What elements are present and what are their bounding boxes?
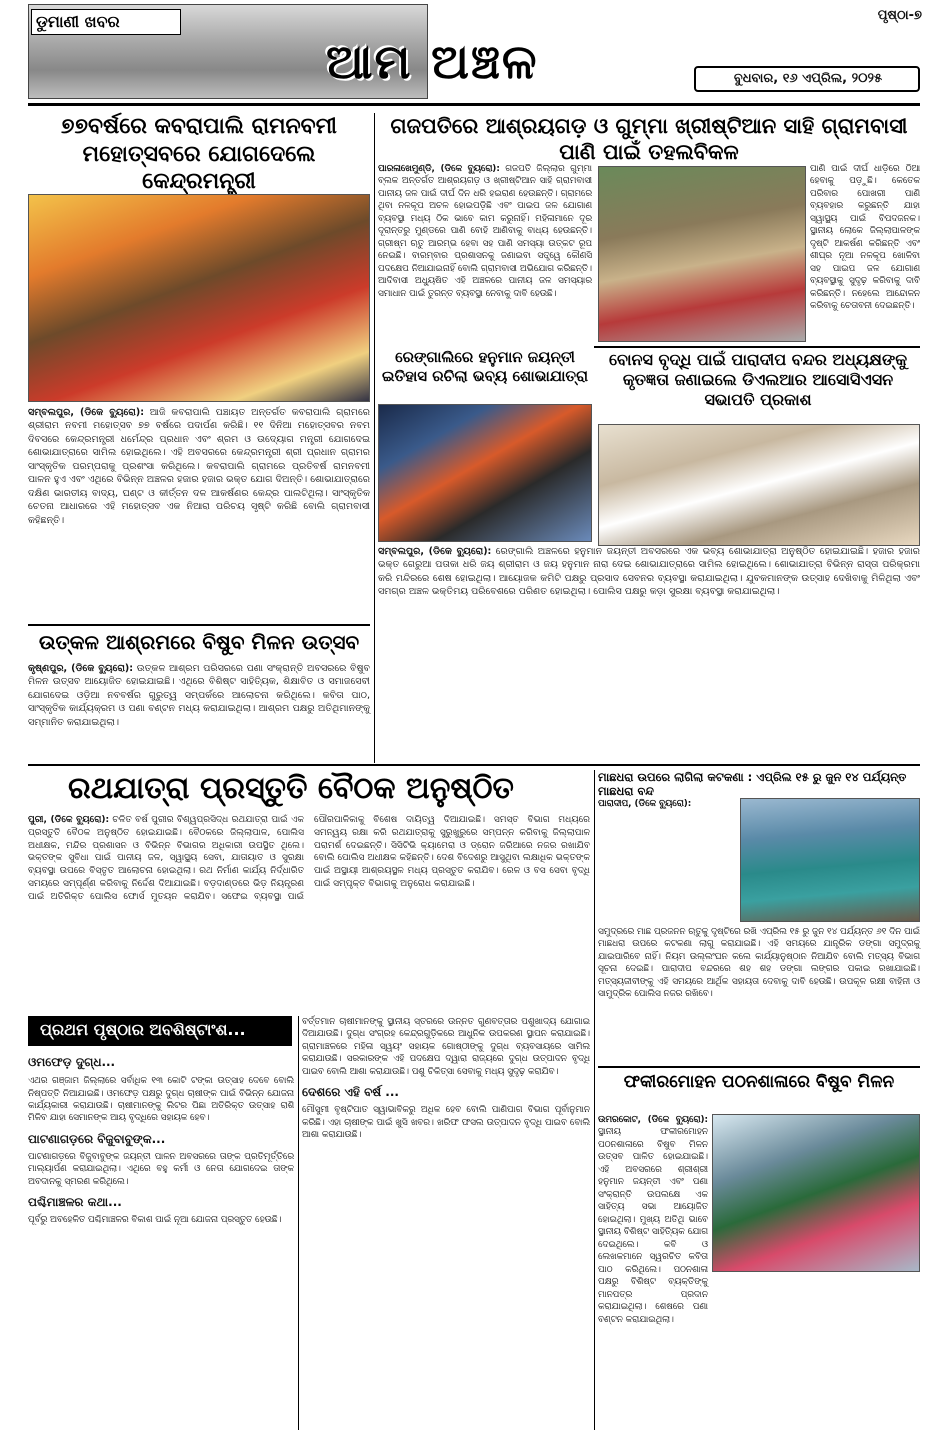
- story6-text: ଚଳିତ ବର୍ଷ ପୁରୀର ବିଶ୍ୱପ୍ରସିଦ୍ଧ ରଥଯାତ୍ରା ପାଇଁ ଏକ ପ୍ରସ୍ତୁତି ବୈଠକ ଅନୁଷ୍ଠିତ ହୋଇଯାଇଛି। ବୈଠକରେ ଜିଲ୍ଲାପାଳ, ପୋଲିସ ଅଧୀକ୍ଷକ, ମନ୍ଦିର ପ୍ରଶାସନ ଓ ବିଭିନ୍ନ ବିଭାଗର ଅଧିକାରୀ ଉପସ୍ଥିତ ଥିଲେ। ଭକ୍ତଙ୍କ ସୁବିଧା ପାଇଁ ପାନୀୟ ଜଳ, ସ୍ୱାସ୍ଥ୍ୟ ସେବା, ଯାତାୟାତ ଓ ସୁରକ୍ଷା ବ୍ୟବସ୍ଥା ଉପରେ ବିସ୍ତୃତ ଆଲୋଚନା ହୋଇଥିଲା। ରଥ ନିର୍ମାଣ କାର୍ଯ୍ୟ ନିର୍ଦ୍ଧାରିତ ସମୟରେ ସମ୍ପୂର୍ଣ୍ଣ କରିବାକୁ ନିର୍ଦ୍ଦେଶ ଦିଆଯାଇଛି। ବଡ଼ଦାଣ୍ଡରେ ଭିଡ଼ ନିୟନ୍ତ୍ରଣ ପାଇଁ ଅତିରିକ୍ତ ପୋଲିସ ଫୋର୍ସ ମୁତୟନ କରାଯିବ। ସଫେଇ ବ୍ୟବସ୍ଥା ପାଇଁ ପୌରପାଳିକାକୁ ବିଶେଷ ଦାୟିତ୍ୱ ଦିଆଯାଇଛି। ସମସ୍ତ ବିଭାଗ ମଧ୍ୟରେ ସମନ୍ୱୟ ରକ୍ଷା କରି ରଥଯାତ୍ରାକୁ ସୁରୁଖୁରୁରେ ସମ୍ପନ୍ନ କରିବାକୁ ଜିଲ୍ଲାପାଳ ପରାମର୍ଶ ଦେଇଛନ୍ତି। ସିସିଟିଭି କ୍ୟାମେରା ଓ ଡ୍ରୋନ ଜରିଆରେ ନଜର ରଖାଯିବ ବୋଲି ପୋଲିସ ଅଧୀକ୍ଷକ କହିଛନ୍ତି। ଦେଶ ବିଦେଶରୁ ଆସୁଥିବା ଲକ୍ଷାଧିକ ଭକ୍ତଙ୍କ ପାଇଁ ଅସ୍ଥାୟୀ ଆଶ୍ରୟସ୍ଥଳ ମଧ୍ୟ ପ୍ରସ୍ତୁତ କରାଯିବ। ରେଳ ଓ ବସ ସେବା ବୃଦ୍ଧି ପାଇଁ ସମ୍ପୃକ୍ତ ବିଭାଗକୁ ଅନୁରୋଧ କରାଯାଇଛି।: [28, 815, 590, 902]
- story7-headline: ମାଛଧରା ଉପରେ ଲାଗିଲା କଟକଣା : ଏପ୍ରିଲ ୧୫ ରୁ ଜୁନ ୧୪ ପର୍ଯ୍ୟନ୍ତ ମାଛଧରା ବନ୍ଦ: [598, 770, 907, 799]
- story8-sub1: ଓମଫେଡ଼ ଦୁଗ୍ଧ...: [28, 1055, 116, 1069]
- page-label: ପୃଷ୍ଠା-୭: [877, 8, 922, 23]
- story2-photo: [598, 166, 806, 342]
- section-title: ଆମ ଅଞ୍ଚଳ: [326, 34, 539, 90]
- story3-photo: [378, 404, 592, 542]
- story1-dateline: ସମ୍ବଲପୁର, (ଡିକେ ବ୍ୟୁରୋ):: [28, 407, 145, 418]
- story4-headline: ବୋନସ ବୃଦ୍ଧି ପାଇଁ ପାରାଦୀପ ବନ୍ଦର ଅଧ୍ୟକ୍ଷଙ୍କୁ କୃତଜ୍ଞତା ଜଣାଇଲେ ଡିଏଲଆର ଆସୋସିଏସନ ସଭାପତି ପ୍ରକାଶ: [608, 350, 908, 409]
- story3-text: ରେଙ୍ଗାଲି ଅଞ୍ଚଳରେ ହନୁମାନ ଜୟନ୍ତୀ ଅବସରରେ ଏକ ଭବ୍ୟ ଶୋଭାଯାତ୍ରା ଅନୁଷ୍ଠିତ ହୋଇଯାଇଛି। ହଜାର ହଜାର ଭକ୍ତ ଗେରୁଆ ପତାକା ଧରି ଜୟ ଶ୍ରୀରାମ ଓ ଜୟ ହନୁମାନ ନାରା ଦେଇ ଶୋଭାଯାତ୍ରାରେ ସାମିଲ ହୋଇଥିଲେ। ଶୋଭାଯାତ୍ରା ବିଭିନ୍ନ ରାସ୍ତା ପରିକ୍ରମା କରି ମନ୍ଦିରରେ ଶେଷ ହୋଇଥିଲା। ଆୟୋଜକ କମିଟି ପକ୍ଷରୁ ପ୍ରସାଦ ସେବନର ବ୍ୟବସ୍ଥା କରାଯାଇଥିଲା। ଯୁବକମାନଙ୍କ ଉତ୍ସାହ ଦେଖିବାକୁ ମିଳିଥିଲା ଏବଂ ସମଗ୍ର ଅଞ୍ଚଳ ଭକ୍ତିମୟ ପରିବେଶରେ ପରିଣତ ହୋଇଥିଲା। ପୋଲିସ ପକ୍ଷରୁ କଡ଼ା ସୁରକ୍ଷା ବ୍ୟବସ୍ଥା କରାଯାଇଥିଲା।: [378, 546, 920, 598]
- story7-intro: [598, 798, 732, 898]
- story6-headline: ରଥଯାତ୍ରା ପ୍ରସ୍ତୁତି ବୈଠକ ଅନୁଷ୍ଠିତ: [68, 771, 514, 806]
- story4-photo: [598, 424, 920, 546]
- masthead: [28, 4, 920, 99]
- story8-body1: ଏଥର ଗଞ୍ଜାମ ଜିଲ୍ଲାରେ ସର୍ବାଧିକ ୧୩ କୋଟି ଟଙ୍କା ଉତ୍ସାହ ଦେବେ ବୋଲି ନିଷ୍ପତ୍ତି ନିଆଯାଇଛି। ଓମଫେଡ଼ ପକ୍ଷରୁ ଦୁଗ୍ଧ ଚାଷୀଙ୍କ ପାଇଁ ବିଭିନ୍ନ ଯୋଜନା କାର୍ଯ୍ୟକାରୀ କରାଯାଉଛି। ଚାଷୀମାନଙ୍କୁ ଲିଟର ପିଛା ଅତିରିକ୍ତ ଉତ୍ସାହ ରାଶି ମିଳିବ ଯାହା ସେମାନଙ୍କ ଆୟ ବୃଦ୍ଧିରେ ସହାୟକ ହେବ।: [28, 1076, 294, 1124]
- story9-body: [598, 1114, 708, 1325]
- story2-text: ଗଜପତି ଜିଲ୍ଲାର ଗୁମ୍ମା ବ୍ଲକ ଅନ୍ତର୍ଗତ ଆଶ୍ରୟଗଡ଼ ଓ ଖ୍ରୀଷ୍ଟିଆନ ସାହି ଗ୍ରାମବାସୀ ପାନୀୟ ଜଳ ପାଇଁ ଦୀର୍ଘ ଦିନ ଧରି ହଇରାଣ ହେଉଛନ୍ତି। ଗ୍ରାମରେ ଥିବା ନଳକୂପ ଅଚଳ ହୋଇପଡ଼ିଛି ଏବଂ ପାଇପ ଜଳ ଯୋଗାଣ ବ୍ୟବସ୍ଥା ମଧ୍ୟ ଠିକ ଭାବେ କାମ କରୁନାହିଁ। ମହିଳାମାନେ ଦୂର ଦୂରାନ୍ତରୁ ମୁଣ୍ଡରେ ପାଣି ବୋହି ଆଣିବାକୁ ବାଧ୍ୟ ହେଉଛନ୍ତି। ଗ୍ରୀଷ୍ମ ଋତୁ ଆରମ୍ଭ ହେବା ସହ ପାଣି ସମସ୍ୟା ଉତ୍କଟ ରୂପ ନେଇଛି। ବାରମ୍ବାର ପ୍ରଶାସନକୁ ଜଣାଇବା ସତ୍ତ୍ୱେ କୌଣସି ପଦକ୍ଷେପ ନିଆଯାଇନାହିଁ ବୋଲି ଗ୍ରାମବାସୀ ଅଭିଯୋଗ କରିଛନ୍ତି। ଆଦିବାସୀ ଅଧ୍ୟୁଷିତ ଏହି ଅଞ୍ଚଳରେ ପାନୀୟ ଜଳ ସମସ୍ୟାର ସମାଧାନ ପାଇଁ ତୁରନ୍ତ ବ୍ୟବସ୍ଥା ନେବାକୁ ଦାବି ହେଉଛି।: [378, 164, 592, 299]
- story8-sub2: ପାଟଣାଗଡ଼ରେ ବିଜୁବାବୁଙ୍କ...: [28, 1131, 166, 1146]
- story1-text: ଆଜି କବରାପାଲି ପଞ୍ଚାୟତ ଅନ୍ତର୍ଗତ କବରାପାଲି ଗ୍ରାମରେ ଶ୍ରୀରାମ ନବମୀ ମହୋତ୍ସବ ୭୭ ବର୍ଷରେ ପଦାର୍ପଣ କରିଛି। ୧୧ ଦିନିଆ ମହୋତ୍ସବର ନବମ ଦିବସରେ କେନ୍ଦ୍ରମନ୍ତ୍ରୀ ଧର୍ମେନ୍ଦ୍ର ପ୍ରଧାନ ଏବଂ ଶ୍ରମ ଓ ଉଦ୍ୟୋଗ ମନ୍ତ୍ରୀ ଯୋଗଦେଇ ଶୋଭାଯାତ୍ରାରେ ସାମିଲ ହୋଇଥିଲେ। ଏହି ଅବସରରେ କେନ୍ଦ୍ରମନ୍ତ୍ରୀ ଶ୍ରୀ ପ୍ରଧାନ ଗ୍ରାମର ସାଂସ୍କୃତିକ ପରମ୍ପରାକୁ ପ୍ରଶଂସା କରିଥିଲେ। କବରାପାଲି ଗ୍ରାମରେ ପ୍ରତିବର୍ଷ ରାମନବମୀ ପାଳନ ହୁଏ ଏବଂ ଏଥିରେ ବିଭିନ୍ନ ଅଞ୍ଚଳର ହଜାର ହଜାର ଭକ୍ତ ଯୋଗ ଦିଅନ୍ତି। ଶୋଭାଯାତ୍ରାରେ ଦକ୍ଷିଣ ଭାରତୀୟ ବାଦ୍ୟ, ଘଣ୍ଟ ଓ କୀର୍ତ୍ତନ ଦଳ ଆକର୍ଷଣର କେନ୍ଦ୍ର ପାଲଟିଥିଲା। ସାଂସ୍କୃତିକ ଚେତନା ଆଧାରରେ ଏହି ମହୋତ୍ସବ ଏକ ନିଆରା ପରିଚୟ ସୃଷ୍ଟି କରିଛି ବୋଲି ଗ୍ରାମବାସୀ କହିଛନ୍ତି।: [28, 407, 370, 526]
- story3-dateline: ସମ୍ବଲପୁର, (ଡିକେ ବ୍ୟୁରୋ):: [378, 546, 492, 557]
- story8-col2: [302, 1016, 590, 1430]
- story7-rule: [598, 1066, 920, 1068]
- story8-col1: [28, 1050, 294, 1430]
- story1-body: [28, 406, 370, 621]
- masthead-rule: [28, 103, 920, 106]
- story8-body4: ମୌସୁମୀ ବୃଷ୍ଟିପାତ ସ୍ୱାଭାବିକରୁ ଅଧିକ ହେବ ବୋଲି ପାଣିପାଗ ବିଭାଗ ପୂର୍ବାନୁମାନ କରିଛି। ଏହା ଚାଷୀଙ୍କ ପାଇଁ ଖୁସି ଖବର। ଖରିଫ ଫସଲ ଉତ୍ପାଦନ ବୃଦ୍ଧି ପାଇବ ବୋଲି ଆଶା କରାଯାଉଛି।: [302, 1105, 590, 1141]
- story2-rule: [594, 346, 920, 348]
- story5-headline: ଉତ୍କଳ ଆଶ୍ରମରେ ବିଷୁବ ମିଳନ ଉତ୍ସବ: [38, 630, 360, 654]
- issue-date: ବୁଧବାର, ୧୬ ଏପ୍ରିଲ, ୨୦୨୫: [733, 71, 883, 86]
- story5-body: [28, 662, 370, 762]
- story8-col2-text: ବର୍ତ୍ତମାନ ଚାଷୀମାନଙ୍କୁ ସ୍ଥାନୀୟ ସ୍ତରରେ ଉନ୍ନତ ଗୁଣବତ୍ତାର ପଶୁଖାଦ୍ୟ ଯୋଗାଇ ଦିଆଯାଉଛି। ଦୁଗ୍ଧ ସଂଗ୍ରହ କେନ୍ଦ୍ରଗୁଡ଼ିକରେ ଆଧୁନିକ ଉପକରଣ ସ୍ଥାପନ କରାଯାଇଛି। ଗ୍ରାମାଞ୍ଚଳରେ ମହିଳା ସ୍ୱୟଂ ସହାୟକ ଗୋଷ୍ଠୀଙ୍କୁ ଦୁଗ୍ଧ ବ୍ୟବସାୟରେ ସାମିଲ କରାଯାଉଛି। ସରକାରଙ୍କ ଏହି ପଦକ୍ଷେପ ଦ୍ୱାରା ରାଜ୍ୟରେ ଦୁଗ୍ଧ ଉତ୍ପାଦନ ବୃଦ୍ଧି ପାଇବ ବୋଲି ଆଶା କରାଯାଉଛି। ପଶୁ ଚିକିତ୍ସା ସେବାକୁ ମଧ୍ୟ ସୁଦୃଢ଼ କରାଯିବ।: [302, 1017, 590, 1077]
- story8-body3: ପୂର୍ବରୁ ଅବହେଳିତ ପଶ୍ଚିମାଞ୍ଚଳର ବିକାଶ ପାଇଁ ନୂଆ ଯୋଜନା ପ୍ରସ୍ତୁତ ହେଉଛି।: [28, 1215, 282, 1226]
- story9-headline: ଫକୀରମୋହନ ପଠନଶାଳାରେ ବିଷୁବ ମିଳନ: [623, 1072, 895, 1092]
- brand-name: ଡୁମାଣୀ ଖବର: [36, 12, 120, 31]
- story1-photo: [28, 194, 370, 402]
- story7-photo: [740, 798, 920, 922]
- story8-sub3: ପଶ୍ଚିମାଞ୍ଚଳର କଥା...: [28, 1195, 122, 1210]
- story6-dateline: ପୁରୀ, (ଡିକେ ବ୍ୟୁରୋ):: [28, 815, 110, 825]
- col-rule-3: [298, 1016, 299, 1430]
- story2-body: [378, 163, 592, 343]
- story1-headline: ୭୭ବର୍ଷରେ କବରାପାଲି ରାମନବମୀ ମହୋତ୍ସବରେ ଯୋଗଦେଲେ କେନ୍ଦ୍ରମନ୍ତ୍ରୀ: [61, 114, 337, 194]
- story3-body: [378, 545, 920, 763]
- section-rule-1: [28, 764, 920, 766]
- col-rule-1: [374, 113, 375, 763]
- story7-dateline: ପାରାଦୀପ, (ଡିକେ ବ୍ୟୁରୋ):: [598, 799, 692, 809]
- story9-photo: [712, 1114, 920, 1272]
- story8-headline: ପ୍ରଥମ ପୃଷ୍ଠାର ଅବଶିଷ୍ଟାଂଶ...: [40, 1020, 246, 1039]
- story1-rule: [28, 624, 370, 626]
- story9-text: ସ୍ଥାନୀୟ ଫକୀରମୋହନ ପଠନଶାଳାରେ ବିଷୁବ ମିଳନ ଉତ୍ସବ ପାଳିତ ହୋଇଯାଇଛି। ଏହି ଅବସରରେ ଶ୍ରୀଶ୍ରୀ ହନୁମାନ ଜୟନ୍ତୀ ଏବଂ ପଣା ସଂକ୍ରାନ୍ତି ଉପଲକ୍ଷେ ଏକ ସାହିତ୍ୟ ସଭା ଆୟୋଜିତ ହୋଇଥିଲା। ମୁଖ୍ୟ ଅତିଥି ଭାବେ ସ୍ଥାନୀୟ ବିଶିଷ୍ଟ ସାହିତ୍ୟିକ ଯୋଗ ଦେଇଥିଲେ। କବି ଓ ଲେଖକମାନେ ସ୍ୱରଚିତ କବିତା ପାଠ କରିଥିଲେ। ପଠନଶାଳା ପକ୍ଷରୁ ବିଶିଷ୍ଟ ବ୍ୟକ୍ତିଙ୍କୁ ମାନପତ୍ର ପ୍ରଦାନ କରାଯାଇଥିଲା। ଶେଷରେ ପଣା ବଣ୍ଟନ କରାଯାଇଥିଲା।: [598, 1127, 708, 1325]
- story5-text: ଉତ୍କଳ ଆଶ୍ରମ ପରିସରରେ ପଣା ସଂକ୍ରାନ୍ତି ଅବସରରେ ବିଷୁବ ମିଳନ ଉତ୍ସବ ଆୟୋଜିତ ହୋଇଯାଇଛି। ଏଥିରେ ବିଶିଷ୍ଟ ସାହିତ୍ୟିକ, ଶିକ୍ଷାବିତ ଓ ସମାଜସେବୀ ଯୋଗଦେଇ ଓଡ଼ିଆ ନବବର୍ଷର ଗୁରୁତ୍ୱ ସମ୍ପର୍କରେ ଆଲୋଚନା କରିଥିଲେ। କବିତା ପାଠ, ସାଂସ୍କୃତିକ କାର୍ଯ୍ୟକ୍ରମ ଓ ପଣା ବଣ୍ଟନ ମଧ୍ୟ କରାଯାଇଥିଲା। ଆଶ୍ରମ ପକ୍ଷରୁ ଅତିଥିମାନଙ୍କୁ ସମ୍ମାନିତ କରାଯାଇଥିଲା।: [28, 663, 370, 728]
- story8-sub4: ଦେଶରେ ଏହି ବର୍ଷ ...: [302, 1085, 399, 1100]
- story2-headline: ଗଜପତିରେ ଆଶ୍ରୟଗଡ଼ ଓ ଗୁମ୍ମା ଖ୍ରୀଷ୍ଟିଆନ ସାହି ଗ୍ରାମବାସୀ ପାଣି ପାଇଁ ତହଲବିକଳ: [390, 114, 908, 165]
- story2-body-right: ପାଣି ପାଇଁ ଦୀର୍ଘ ଧାଡ଼ିରେ ଠିଆ ହେବାକୁ ପଡ଼ୁଛି। କେତେକ ପରିବାର ପୋଖରୀ ପାଣି ବ୍ୟବହାର କରୁଛନ୍ତି ଯାହା ସ୍ୱାସ୍ଥ୍ୟ ପାଇଁ ବିପଦଜନକ। ସ୍ଥାନୀୟ ଲୋକେ ଜିଲ୍ଲାପାଳଙ୍କ ଦୃଷ୍ଟି ଆକର୍ଷଣ କରିଛନ୍ତି ଏବଂ ଶୀଘ୍ର ନୂଆ ନଳକୂପ ଖୋଳିବା ସହ ପାଇପ ଜଳ ଯୋଗାଣ ବ୍ୟବସ୍ଥାକୁ ସୁଦୃଢ଼ କରିବାକୁ ଦାବି କରିଛନ୍ତି। ନହେଲେ ଆନ୍ଦୋଳନ କରିବାକୁ ଚେତାବନୀ ଦେଇଛନ୍ତି।: [810, 164, 920, 312]
- story2-dateline: ପାରଳାଖେମୁଣ୍ଡି, (ଡିକେ ବ୍ୟୁରୋ):: [378, 164, 500, 174]
- story6-body: [28, 814, 590, 1006]
- story8-body2: ପାଟଣାଗଡ଼ରେ ବିଜୁବାବୁଙ୍କ ଜୟନ୍ତୀ ପାଳନ ଅବସରରେ ତାଙ୍କ ପ୍ରତିମୂର୍ତ୍ତିରେ ମାଲ୍ୟାର୍ପଣ କରାଯାଇଥିଲା। ଏଥିରେ ବହୁ କର୍ମୀ ଓ ନେତା ଯୋଗଦେଇ ତାଙ୍କ ଅବଦାନକୁ ସ୍ମରଣ କରିଥିଲେ।: [28, 1152, 294, 1187]
- story9-dateline: ଉମରକୋଟ, (ଡିକେ ବ୍ୟୁରୋ):: [598, 1115, 708, 1125]
- col-rule-2: [594, 770, 595, 1430]
- story3-headline: ରେଙ୍ଗାଲିରେ ହନୁମାନ ଜୟନ୍ତୀ ଇତିହାସ ରଚିଲା ଭବ୍ୟ ଶୋଭାଯାତ୍ରା: [381, 348, 589, 385]
- story7-body: ସମୁଦ୍ରରେ ମାଛ ପ୍ରଜନନ ଋତୁକୁ ଦୃଷ୍ଟିରେ ରଖି ଏପ୍ରିଲ ୧୫ ରୁ ଜୁନ ୧୪ ପର୍ଯ୍ୟନ୍ତ ୬୧ ଦିନ ପାଇଁ ମାଛଧରା ଉପରେ କଟକଣା ଲାଗୁ କରାଯାଇଛି। ଏହି ସମୟରେ ଯାନ୍ତ୍ରିକ ଡଙ୍ଗା ସମୁଦ୍ରକୁ ଯାଇପାରିବେ ନାହିଁ। ନିୟମ ଉଲ୍ଲଂଘନ କଲେ କାର୍ଯ୍ୟାନୁଷ୍ଠାନ ନିଆଯିବ ବୋଲି ମତ୍ସ୍ୟ ବିଭାଗ ସୂଚନା ଦେଇଛି। ପାରାଦୀପ ବନ୍ଦରରେ ଶହ ଶହ ଡଙ୍ଗା ଲଙ୍ଗର ପକାଇ ରଖାଯାଇଛି। ମତ୍ସ୍ୟଜୀବୀଙ୍କୁ ଏହି ସମୟରେ ଆର୍ଥିକ ସହାୟତା ଦେବାକୁ ଦାବି ହେଉଛି। ଉପକୂଳ ରକ୍ଷୀ ବାହିନୀ ଓ ସାମୁଦ୍ରିକ ପୋଲିସ ନଜର ରଖିବେ।: [598, 927, 920, 1000]
- story5-dateline: କୃଷ୍ଣପୁର, (ଡିକେ ବ୍ୟୁରୋ):: [28, 663, 134, 674]
